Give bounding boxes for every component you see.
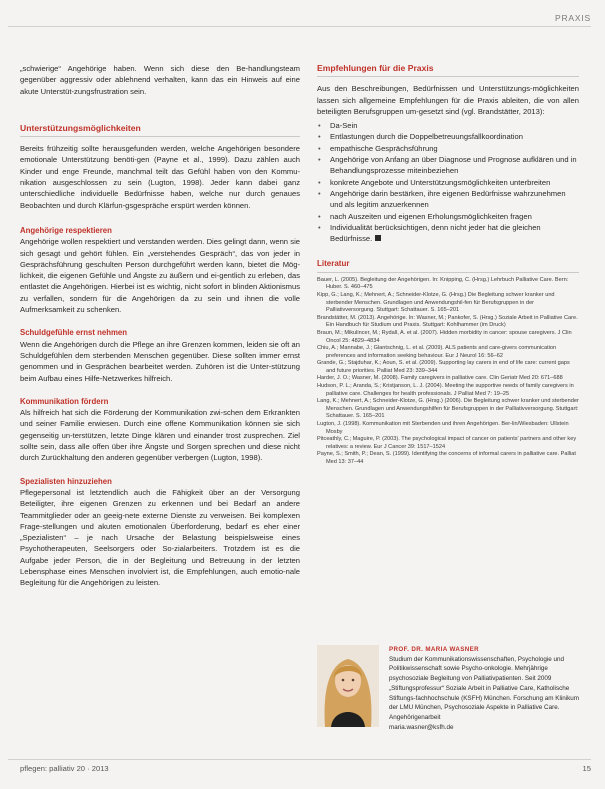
right-column	[317, 63, 579, 467]
author-info	[389, 645, 581, 732]
literature-entry: Pitceathly, C.; Maguire, P. (2003). The psychological impact of cancer on patients' partners and other key relatives: a review. Eur J Cancer 39: 1517–1524	[317, 436, 577, 450]
section-rule	[317, 76, 579, 77]
subsection-text-respect: Angehörige wollen respektiert und verstanden werden. Dies gelingt dann, wenn sie sich gesagt und gehört fühlen. Ein „verstehendes Gespräch“, das von jeder in Gesprächsführung geschulten Person durchgeführt werden kann, bietet die Mög-lichkeit, die eigenen Gefühle und Ängste zu äußern und ei-gentlich zu erleben, das entlastet die Angehörigen. Hierbei ist es wichtig, nicht sofort in blinden Aktionismus zu verfallen, sondern für die Angehörigen da zu sein und ihnen die volle Aufmerksamkeit zu schenken.	[20, 237, 300, 315]
subsection-title-respect: Angehörige respektieren	[20, 225, 112, 235]
subsection-title-specialists: Spezialisten hinzuziehen	[20, 476, 112, 486]
section-title-recommendations: Empfehlungen für die Praxis	[317, 63, 434, 73]
section-label: PRAXIS	[555, 13, 591, 23]
journal-name: pflegen: palliativ 20 · 2013	[20, 764, 109, 773]
intro-paragraph: „schwierige“ Angehörige haben. Wenn sich diese den Be-handlungsteam gegenüber aggressiv oder ablehnend verhalten, kann das ein Hinweis auf eine akute Unterstüt-zungsfrustration sein.	[20, 64, 300, 96]
list-item: • konkrete Angebote und Unterstützungsmöglichkeiten unterbreiten	[317, 177, 579, 188]
literature-entry: Brandstätter, M. (2013). Angehörige. In: Wasner, M.; Pankofer, S. (Hrsg.) Soziale Arbeit in Palliative Care. Ein Handbuch für Studium und Praxis. Stuttgart: Kohlhammer (im Druck)	[317, 314, 578, 329]
subsection-title-communication: Kommunikation fördern	[20, 396, 109, 406]
author-name: PROF. DR. MARIA WASNER	[389, 646, 480, 653]
literature-list	[317, 277, 579, 467]
literature-entry: Kipp, G.; Lang, K.; Mehnert, A.; Schneider-Klotze, G. (Hrsg.) Die Begleitung schwer kranker und sterbender Menschen. Grundlagen und Anwendungshil-fen für Berufsgruppen in der Palliativversorgung. Stuttgart: Schattauer. S. 165–201	[317, 291, 555, 314]
author-photo	[317, 645, 379, 727]
left-column	[20, 63, 300, 589]
subsection-text-communication: Als hilfreich hat sich die Förderung der Kommunikation zwi-schen dem Erkrankten und seiner Familie erwiesen. Durch eine offene Kommunikation können sie sich gegenseitig un-terstützen, letzte Dinge klären und einander trost zusprechen. Ziel sollte sein, dass alle offen über ihre Ängste und Sorgen sprechen und diese nicht durch Zurückhaltung den anderen gegenüber verbergen (Lugton, 1998).	[20, 408, 300, 463]
header-rule	[8, 26, 591, 27]
literature-title: Literatur	[317, 259, 350, 269]
subsection-text-specialists: Pflegepersonal ist letztendlich auch die Fähigkeit über an der Versorgung Beteiligter, ihre eigenen Grenzen zu erkennen und bei Bedarf an andere Teammitglieder oder an geeig-nete externe Dienste zu verweisen. Bei komplexen Frage-stellungen und akuten emotionalen Überforderung, bedarf es eher einer „Spezialisten“ – je nach Ursache der Belastung beispielsweise eines Psychotherapeuten, Seelsorgers oder So-zialarbeiters. Trotzdem ist es die Aufgabe jeder Person, die in der Begleitung und Betreuung in der letzten Lebensphase eines Menschen involviert ist, die Empfehlungen, auch emotio-nale Begleitung für die Angehörigen zu leisten.	[20, 487, 300, 588]
page-number: 15	[582, 764, 591, 773]
literature-entry: Chiu, A.; Mannabe, J.; Glantschnig, L. et al. (2009). ALS patients and care-givers communication preferences and information seeking behaviour. Eur J Neurol 16: 56–62	[317, 345, 557, 359]
author-email[interactable]: maria.wasner@ksfh.de	[389, 723, 454, 731]
literature-entry: Lugton, J. (1998). Kommunikation mit Sterbenden und ihren Angehörigen. Ber-lin/Wiesbaden: Ullstein Mosby	[317, 421, 569, 435]
subsection-title-guilt: Schuldgefühle ernst nehmen	[20, 328, 128, 338]
author-bio: Studium der Kommunikationswissenschaften, Psychologie und Politikwissenschaft sowie Psycho-onkologie. Mehrjährige psychosoziale Begleitung von Palliativpatienten. Seit 2009 „Stiftungsprofessur“ Soziale Arbeit in Palliative Care, Katholische Stiftungs-fachhochschule (KSFH) München. Forschung am Klinikum der LMU München, Psychosoziale Aspekte in Palliative Care. Angehörigenarbeit	[389, 655, 580, 721]
literature-rule	[317, 272, 579, 273]
literature-entry: Hudson, P. L.; Aranda, S.; Kristjanson, L. J. (2004). Meeting the supportive needs of family caregivers in palliative care. Challenges for health professionals. J Palliat Med 7: 19–25	[317, 383, 574, 397]
list-item: • empathische Gesprächsführung	[317, 143, 579, 154]
section-title-support: Unterstützungsmöglichkeiten	[20, 122, 141, 133]
support-paragraph: Bereits frühzeitig sollte herausgefunden werden, welche Angehörigen besondere emotionale Unterstützung benöti-gen (Payne et al., 1999). Dazu zählen auch Kinder und enge Freunde, manchmal teilt das Gefühl haben von den Kommu-nikation ausgeschlossen zu sein (Lugton, 1998). Jeder kann dabei ganz unterschiedliche individuelle Bedürfnisse haben, welche nur durch genaues Beobachten und durch Klärfun-gsgespräche erspürt werden können.	[20, 144, 300, 210]
recommendations-intro: Aus den Beschreibungen, Bedürfnissen und Unterstützungs-möglichkeiten lassen sich allgemeine Empfehlungen für die Praxis ableiten, die von allen beteiligten Berufsgruppen um-gesetzt sind (vgl. Brandstätter, 2013):	[317, 84, 579, 116]
literature-entry: Payne, S.; Smith, P.; Dean, S. (1999). Identifying the concerns of informal carers in palliative care. Palliat Med 13: 37–44	[317, 451, 576, 465]
section-rule	[20, 136, 300, 137]
list-item: • Angehörige von Anfang an über Diagnose und Prognose aufklären und in Behandlungsprozesse miteinbeziehen	[317, 154, 579, 177]
end-mark	[375, 235, 381, 241]
list-item: • Angehörige darin bestärken, ihre eigenen Bedürfnisse wahrzunehmen und als legitim anzuerkennen	[317, 188, 579, 211]
list-item: • Da-Sein	[317, 120, 579, 131]
literature-entry: Lang, K.; Mehnert, A.; Schneider-Klotze, G. (Hrsg.) (2006). Die Begleitung schwer kranker und sterbender Menschen. Grundlagen und Anwendungshilfen für Berufsgruppen in der Palliativversorgung. Stuttgart: Schattauer. S. 165–201	[317, 398, 579, 420]
literature-entry: Grande, G.; Stajduhar, K.; Aoun, S. et al. (2009). Supporting lay carers in end of life care: current gaps and future priorities. Palliat Med 23: 339–344	[317, 360, 570, 374]
footer-rule	[8, 759, 591, 760]
literature-entry: Harder, J. O.; Wasner, M. (2008). Family caregivers in palliative care. Clin Geriatr Med 20: 671–688	[317, 375, 563, 382]
subsection-text-guilt: Wenn die Angehörigen durch die Pflege an ihre Grenzen kommen, leiden sie oft an Schuldgefühlen dem sterbenden Menschen gegenüber. Diese sollten immer ernst genommen und in Gesprächen bearbeitet werden. Zuhören ist die Unter-stützung beim Aufbau eines Hilfe-Netzwerkes hilfreich.	[20, 339, 300, 383]
list-item: • nach Auszeiten und eigenen Erholungsmöglichkeiten fragen	[317, 211, 579, 222]
list-item: • Entlastungen durch die Doppelbetreuungsfallkoordination	[317, 131, 579, 142]
list-item-text: Individualität berücksichtigen, denn nicht jeder hat die gleichen Bedürfnisse.	[330, 222, 541, 244]
list-item	[317, 222, 579, 245]
recommendations-list	[317, 120, 579, 244]
literature-entry: Braun, M.; Mikulincer, M.; Rydall, A. et al. (2007). Hidden morbidity in cancer: spouse caregivers. J Clin Oncol 25: 4829–4834	[317, 329, 572, 344]
literature-entry: Bauer, L. (2005). Begleitung der Angehörigen. In: Knipping, C. (Hrsg.) Lehrbuch Palliative Care. Bern: Huber. S. 460–475	[317, 276, 569, 291]
